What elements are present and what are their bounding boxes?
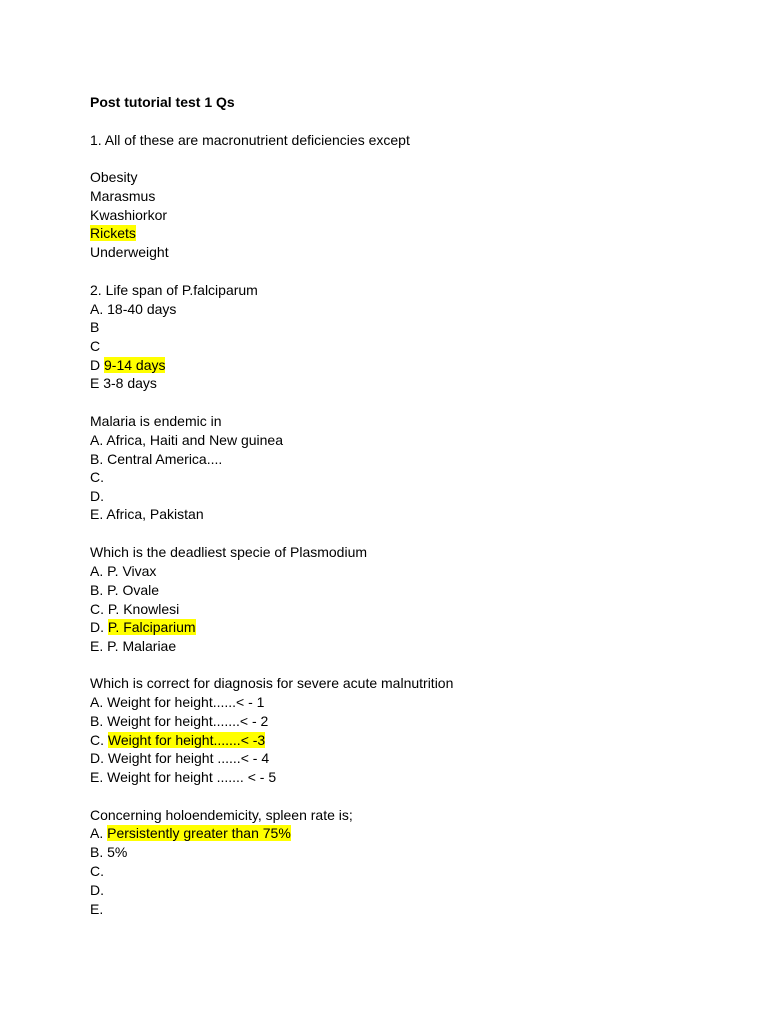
option-text: 18-40 days [107, 301, 177, 317]
option-prefix: C. [90, 863, 104, 879]
question-3-option [90, 431, 283, 449]
option-prefix: E. [90, 901, 104, 917]
option-prefix: A. [90, 301, 108, 317]
question-4-option [90, 581, 159, 599]
question-2-option [90, 356, 165, 374]
highlighted-answer: Persistently greater than 75% [107, 825, 291, 841]
question-4-option [90, 618, 196, 636]
option-text: Weight for height......< - 1 [107, 694, 265, 710]
question-3-option [90, 487, 104, 505]
question-5-option [90, 768, 276, 786]
option-text: P. Vivax [107, 563, 157, 579]
question-6-option [90, 843, 127, 861]
highlighted-answer: Rickets [90, 225, 136, 241]
question-6-option [90, 881, 104, 899]
option-prefix: E [90, 375, 104, 391]
option-prefix: D. [90, 750, 108, 766]
question-6-option [90, 900, 103, 918]
page-title: Post tutorial test 1 Qs [90, 94, 235, 110]
question-3-option [90, 450, 222, 468]
option-prefix: A. [90, 432, 107, 448]
option-prefix: E. [90, 638, 108, 654]
question-1-option [90, 243, 169, 261]
option-text: Africa, Pakistan [106, 506, 204, 522]
option-prefix: B. [90, 451, 108, 467]
question-2-option [90, 374, 157, 392]
highlighted-answer: P. Falciparium [107, 619, 196, 635]
option-prefix: C. [90, 601, 108, 617]
question-4-option [90, 562, 156, 580]
question-5-option [90, 731, 265, 749]
option-text: 5% [107, 844, 128, 860]
question-6-option [90, 824, 291, 842]
question-4-option [90, 600, 179, 618]
option-text: P. Ovale [107, 582, 160, 598]
question-3-option [90, 505, 204, 523]
question-1-prompt: 1. All of these are macronutrient deficiencies except [90, 132, 410, 148]
option-text: Weight for height.......< - 2 [107, 713, 269, 729]
question-4-option [90, 637, 176, 655]
question-1-option [90, 206, 167, 224]
question-1-option [90, 168, 137, 186]
option-prefix: D. [90, 619, 108, 635]
question-5-option [90, 693, 264, 711]
option-prefix: C. [90, 732, 108, 748]
option-prefix: B. [90, 582, 108, 598]
option-text: Obesity [90, 169, 138, 185]
question-6-prompt: Concerning holoendemicity, spleen rate is; [90, 807, 353, 823]
option-prefix: B. [90, 713, 108, 729]
question-4-prompt: Which is the deadliest specie of Plasmodium [90, 544, 368, 560]
option-text: Kwashiorkor [90, 207, 168, 223]
option-text: P. Knowlesi [107, 601, 180, 617]
option-text: Marasmus [90, 188, 156, 204]
question-2-option [90, 318, 99, 336]
option-prefix: D [90, 357, 104, 373]
option-prefix: D. [90, 488, 104, 504]
question-6-option [90, 862, 104, 880]
option-prefix: A. [90, 825, 108, 841]
option-prefix: A. [90, 694, 108, 710]
highlighted-answer: Weight for height.......< -3 [107, 732, 266, 748]
highlighted-answer: 9-14 days [104, 357, 166, 373]
option-text: Underweight [90, 244, 169, 260]
option-text: Weight for height ....... < - 5 [107, 769, 277, 785]
option-text: Central America.... [107, 451, 223, 467]
question-1-option [90, 224, 136, 242]
option-prefix: E. [90, 506, 107, 522]
option-text: P. Malariae [107, 638, 177, 654]
question-3-option [90, 468, 104, 486]
option-prefix: C. [90, 469, 104, 485]
option-prefix: B. [90, 844, 108, 860]
option-prefix: C [90, 338, 101, 354]
option-prefix: B [90, 319, 100, 335]
question-3-prompt: Malaria is endemic in [90, 413, 222, 429]
question-2-prompt: 2. Life span of P.falciparum [90, 282, 258, 298]
option-text: Weight for height ......< - 4 [107, 750, 270, 766]
option-prefix: D. [90, 882, 104, 898]
option-text: Africa, Haiti and New guinea [106, 432, 284, 448]
question-2-option [90, 337, 100, 355]
option-text: 3-8 days [103, 375, 157, 391]
question-5-prompt: Which is correct for diagnosis for severe acute malnutrition [90, 675, 454, 691]
option-prefix: A. [90, 563, 108, 579]
option-prefix: E. [90, 769, 108, 785]
question-5-option [90, 749, 269, 767]
question-2-option [90, 300, 176, 318]
question-1-option [90, 187, 155, 205]
question-5-option [90, 712, 268, 730]
